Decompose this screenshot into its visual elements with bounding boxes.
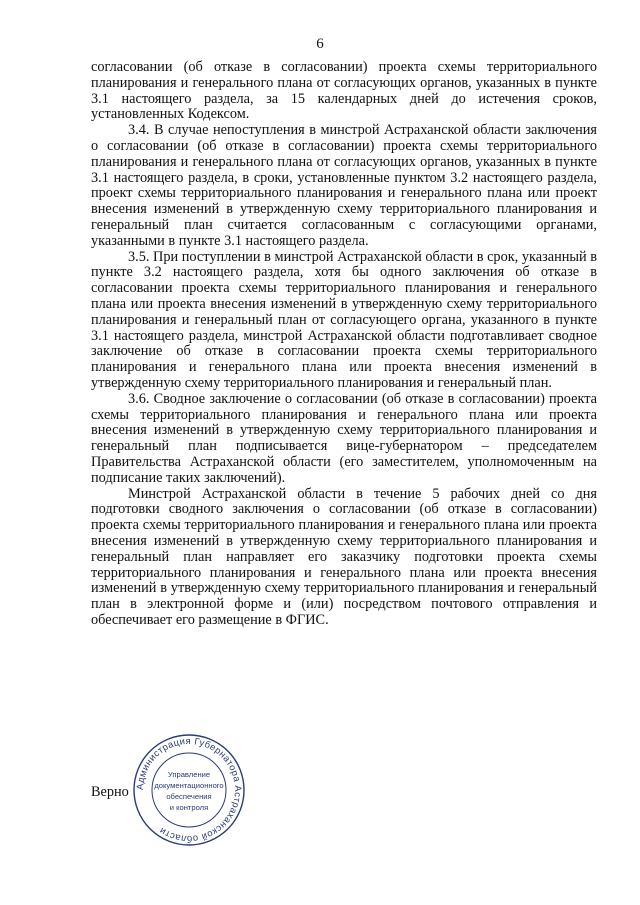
paragraph: 3.6. Сводное заключение о согласовании (об отказе в согласовании) проекта схемы территориального планирования и генерального плана или проекта внесения изменений в утвержденную схему территориального планирования и генеральный план подписывается вице-губернатором – председателем Правительства Астраханской области (его заместителем, уполномоченным на подписание таких заключений). [91,390,597,486]
page-number: 6 [316,36,324,52]
stamp-center-line: Управление [167,770,211,779]
certification-label: Верно [91,784,129,800]
certification-footer [91,732,597,846]
stamp-center-line: обеспечения [166,792,212,801]
stamp-center-line: и контроля [169,803,209,812]
stamp-seal-icon [131,732,247,848]
paragraph: согласовании (об отказе в согласовании) проекта схемы территориального планирования и генерального плана от согласующих органов, указанных в пункте 3.1 настоящего раздела, за 15 календарных дней до истечения сроков, установленных Кодексом. [91,59,597,123]
paragraph: 3.5. При поступлении в минстрой Астраханской области в срок, указанный в пункте 3.2 настоящего раздела, хотя бы одного заключения об отказе в согласовании проекта схемы территориального планирования и генерального плана или проекта внесения изменений в утвержденную схему территориального планирования и генеральный план от согласующего органа, указанного в пункте 3.1 настоящего раздела, минстрой Астраханской области подготавливает сводное заключение об отказе в согласовании проекта схемы территориального планирования и генерального плана или проекта внесения изменений в утвержденную схему территориального планирования и генеральный план. [91,248,597,391]
stamp-ring-text: Администрация Губернатора Астраханской области [133,734,245,846]
paragraph: 3.4. В случае непоступления в минстрой Астраханской области заключения о согласовании (об отказе в согласовании) проекта схемы территориального планирования и генерального плана от согласующих органов, указанных в пункте 3.1 настоящего раздела, в сроки, установленные пунктом 3.2 настоящего раздела, проект схемы территориального планирования и генерального плана или проект внесения изменений в утвержденную схему территориального планирования и генеральный план считается согласованным с согласующими органами, указанными в пункте 3.1 настоящего раздела. [91,122,597,249]
stamp-center-line: документационного [154,781,224,790]
official-stamp [131,732,247,848]
document-body [91,60,597,629]
paragraph: Минстрой Астраханской области в течение 5 рабочих дней со дня подготовки сводного заключения о согласовании (об отказе в согласовании) проекта схемы территориального планирования и генерального плана или проекта внесения изменений в утвержденную схему территориального планирования и генеральный план направляет его заказчику подготовки проекта схемы территориального планирования и генерального плана или проекта внесения изменений в утвержденную схему территориального планирования и генеральный план в электронной форме и (или) посредством почтового отправления и обеспечивает его размещение в ФГИС. [91,485,597,628]
